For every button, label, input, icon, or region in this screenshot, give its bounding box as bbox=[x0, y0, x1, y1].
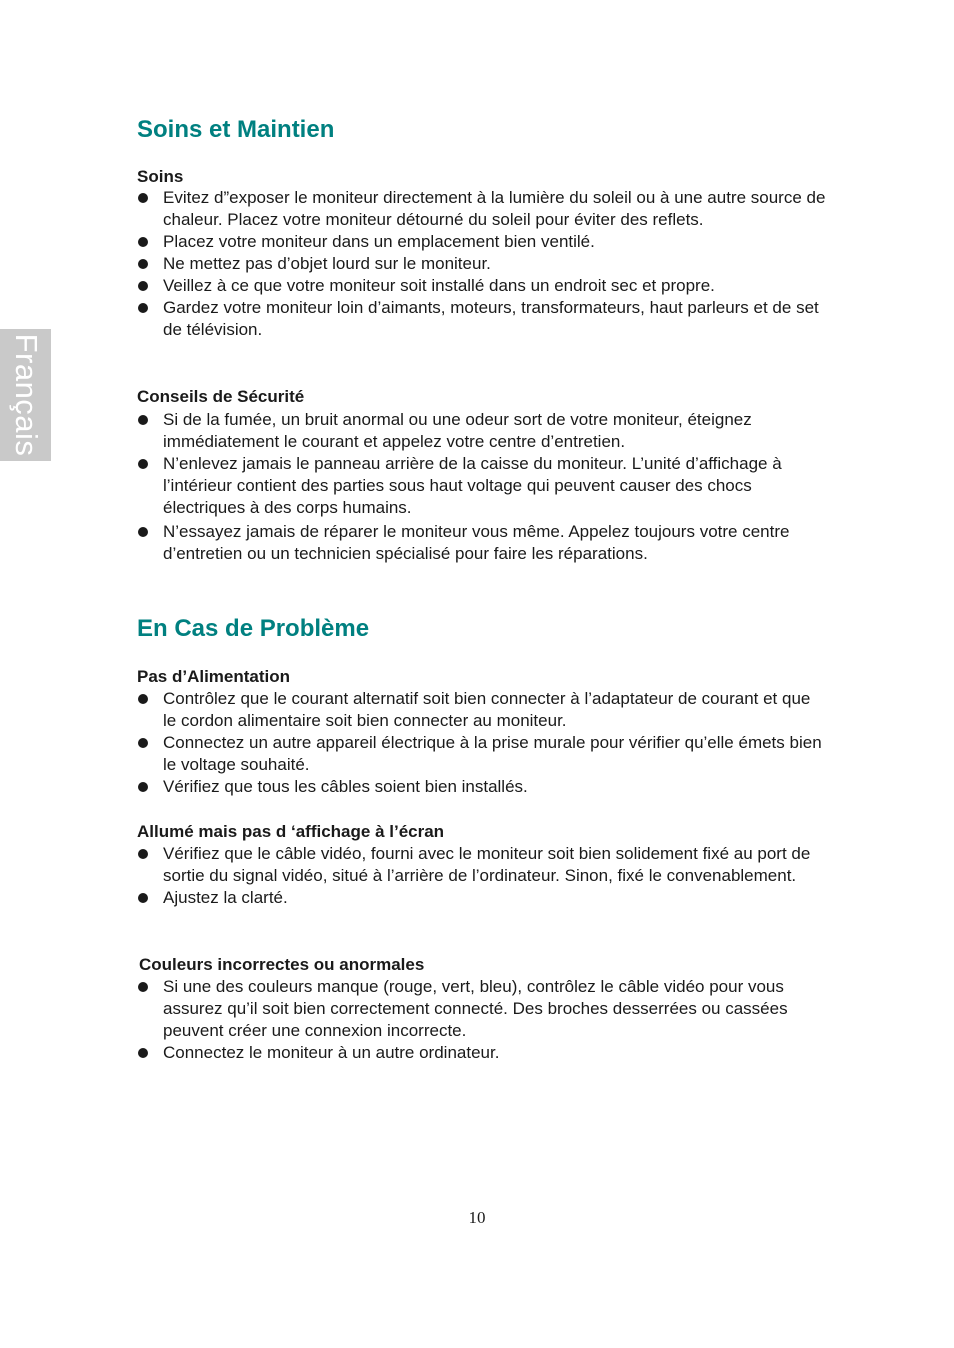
list-item: Placez votre moniteur dans un emplacement bien ventilé. bbox=[137, 231, 827, 253]
list-item: Evitez d”exposer le moniteur directement à la lumière du soleil ou à une autre source de chaleur. Placez votre moniteur détourné du soleil pour éviter des reflets. bbox=[137, 187, 827, 231]
bullet-icon bbox=[138, 527, 148, 537]
language-side-tab bbox=[0, 329, 51, 461]
bullet-icon bbox=[138, 893, 148, 903]
bullet-icon bbox=[138, 237, 148, 247]
page-number: 10 bbox=[468, 1208, 486, 1227]
wrong-colors-list bbox=[137, 976, 827, 1064]
subheading-care: Soins bbox=[137, 167, 184, 186]
bullet-icon bbox=[138, 782, 148, 792]
care-list bbox=[137, 187, 827, 341]
list-item: Ajustez la clarté. bbox=[137, 887, 827, 909]
list-item: Si de la fumée, un bruit anormal ou une odeur sort de votre moniteur, éteignez immédiatement le courant et appelez votre centre d’entretien. bbox=[137, 409, 827, 453]
list-item: Gardez votre moniteur loin d’aimants, moteurs, transformateurs, haut parleurs et de set de télévision. bbox=[137, 297, 827, 341]
subheading-wrong-colors: Couleurs incorrectes ou anormales bbox=[139, 955, 425, 974]
bullet-icon bbox=[138, 415, 148, 425]
bullet-icon bbox=[138, 982, 148, 992]
section-heading-troubleshooting: En Cas de Problème bbox=[137, 615, 370, 642]
safety-list bbox=[137, 409, 827, 565]
list-item: Connectez le moniteur à un autre ordinateur. bbox=[137, 1042, 827, 1064]
subheading-no-display: Allumé mais pas d ‘affichage à l’écran bbox=[137, 822, 445, 841]
bullet-icon bbox=[138, 694, 148, 704]
no-display-list bbox=[137, 843, 827, 909]
bullet-icon bbox=[138, 738, 148, 748]
bullet-icon bbox=[138, 193, 148, 203]
list-item: Contrôlez que le courant alternatif soit bien connecter à l’adaptateur de courant et que le cordon alimentaire soit bien connecter au moniteur. bbox=[137, 688, 827, 732]
bullet-icon bbox=[138, 849, 148, 859]
bullet-icon bbox=[138, 259, 148, 269]
list-item: Connectez un autre appareil électrique à la prise murale pour vérifier qu’elle émets bien le voltage souhaité. bbox=[137, 732, 827, 776]
list-item: Vérifiez que tous les câbles soient bien installés. bbox=[137, 776, 827, 798]
list-item: N’essayez jamais de réparer le moniteur vous même. Appelez toujours votre centre d’entretien ou un technicien spécialisé pour faire les réparations. bbox=[137, 521, 827, 565]
subheading-safety: Conseils de Sécurité bbox=[137, 387, 305, 406]
section-heading-care: Soins et Maintien bbox=[137, 116, 335, 143]
bullet-icon bbox=[138, 303, 148, 313]
bullet-icon bbox=[138, 459, 148, 469]
bullet-icon bbox=[138, 1048, 148, 1058]
list-item: Si une des couleurs manque (rouge, vert, bleu), contrôlez le câble vidéo pour vous assurez qu’il soit bien correctement connecté. Des broches desserrées ou cassées peuvent créer une connexion incorrecte. bbox=[137, 976, 827, 1042]
bullet-icon bbox=[138, 281, 148, 291]
list-item: N’enlevez jamais le panneau arrière de la caisse du moniteur. L’unité d’affichage à l’intérieur contient des parties sous haut voltage qui peuvent causer des chocs électriques à des corps humains. bbox=[137, 453, 827, 519]
subheading-no-power: Pas d’Alimentation bbox=[137, 667, 291, 686]
no-power-list bbox=[137, 688, 827, 798]
language-side-tab-label: Français bbox=[8, 333, 44, 457]
list-item: Ne mettez pas d’objet lourd sur le moniteur. bbox=[137, 253, 827, 275]
list-item: Veillez à ce que votre moniteur soit installé dans un endroit sec et propre. bbox=[137, 275, 827, 297]
list-item: Vérifiez que le câble vidéo, fourni avec le moniteur soit bien solidement fixé au port de sortie du signal vidéo, situé à l’arrière de l’ordinateur. Sinon, fixé le convenablement. bbox=[137, 843, 827, 887]
